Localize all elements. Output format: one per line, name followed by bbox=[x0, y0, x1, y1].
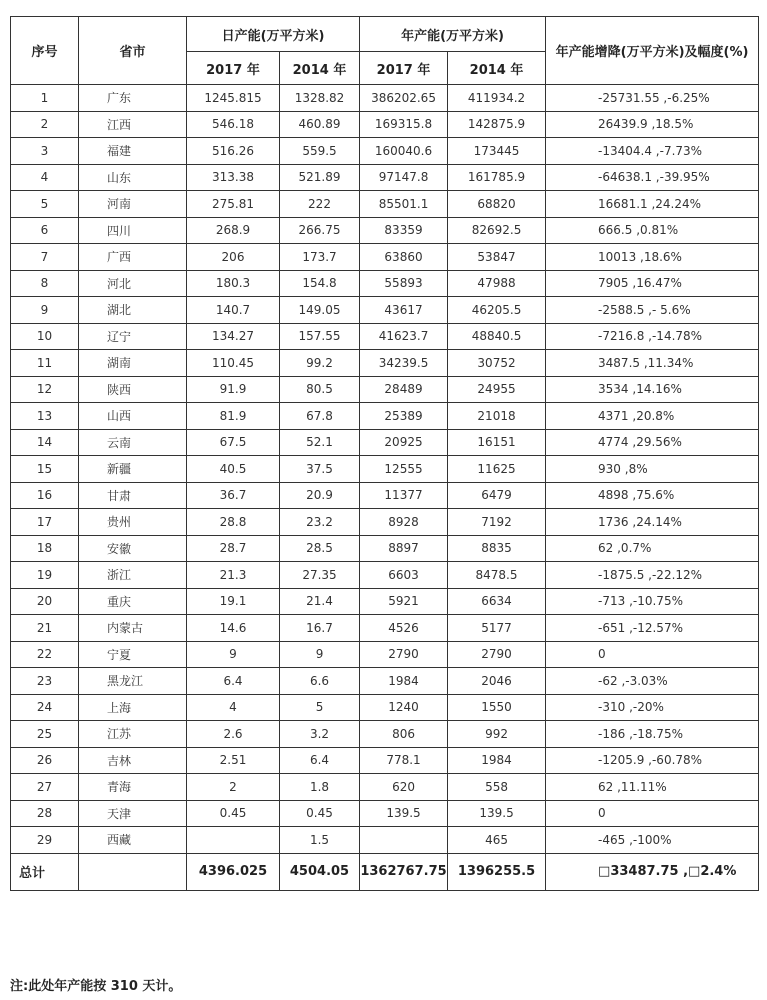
cell-daily-2017: 19.1 bbox=[187, 588, 280, 615]
cell-daily-2014: 21.4 bbox=[280, 588, 360, 615]
header-annual-2017: 2017 年 bbox=[360, 52, 448, 85]
cell-annual-2017: 8928 bbox=[360, 509, 448, 536]
cell-annual-2014: 173445 bbox=[448, 138, 546, 165]
cell-annual-2017: 1240 bbox=[360, 694, 448, 721]
table-row bbox=[11, 323, 759, 350]
cell-province: 河北 bbox=[79, 270, 187, 297]
header-daily-capacity: 日产能(万平方米) bbox=[187, 17, 360, 52]
cell-change: -1875.5 ,-22.12% bbox=[546, 562, 759, 589]
table-row bbox=[11, 85, 759, 112]
cell-daily-2014: 9 bbox=[280, 641, 360, 668]
cell-daily-2017: 313.38 bbox=[187, 164, 280, 191]
cell-daily-2014: 6.6 bbox=[280, 668, 360, 695]
table-row bbox=[11, 774, 759, 801]
cell-province: 河南 bbox=[79, 191, 187, 218]
table-row bbox=[11, 191, 759, 218]
cell-annual-2014: 161785.9 bbox=[448, 164, 546, 191]
cell-annual-2014: 82692.5 bbox=[448, 217, 546, 244]
cell-annual-2014: 7192 bbox=[448, 509, 546, 536]
cell-daily-2017: 81.9 bbox=[187, 403, 280, 430]
cell-annual-2017: 4526 bbox=[360, 615, 448, 642]
cell-daily-2014: 1328.82 bbox=[280, 85, 360, 112]
table-row bbox=[11, 244, 759, 271]
cell-daily-2017: 134.27 bbox=[187, 323, 280, 350]
cell-seq: 3 bbox=[11, 138, 79, 165]
cell-province: 黑龙江 bbox=[79, 668, 187, 695]
cell-seq: 15 bbox=[11, 456, 79, 483]
cell-daily-2017: 67.5 bbox=[187, 429, 280, 456]
cell-province: 青海 bbox=[79, 774, 187, 801]
cell-province: 江西 bbox=[79, 111, 187, 138]
cell-daily-2017: 40.5 bbox=[187, 456, 280, 483]
cell-daily-2017: 516.26 bbox=[187, 138, 280, 165]
table-row bbox=[11, 456, 759, 483]
cell-change: -13404.4 ,-7.73% bbox=[546, 138, 759, 165]
table-row bbox=[11, 509, 759, 536]
cell-province: 福建 bbox=[79, 138, 187, 165]
cell-annual-2017: 386202.65 bbox=[360, 85, 448, 112]
cell-province: 内蒙古 bbox=[79, 615, 187, 642]
cell-daily-2014: 99.2 bbox=[280, 350, 360, 377]
cell-annual-2017: 20925 bbox=[360, 429, 448, 456]
total-row bbox=[11, 853, 759, 890]
total-annual-2017: 1362767.75 bbox=[360, 853, 448, 890]
cell-seq: 28 bbox=[11, 800, 79, 827]
cell-daily-2017: 110.45 bbox=[187, 350, 280, 377]
cell-annual-2014: 142875.9 bbox=[448, 111, 546, 138]
cell-annual-2017: 11377 bbox=[360, 482, 448, 509]
cell-province: 西藏 bbox=[79, 827, 187, 854]
cell-change: 16681.1 ,24.24% bbox=[546, 191, 759, 218]
header-change: 年产能增降(万平方米)及幅度(%) bbox=[546, 17, 759, 85]
cell-province: 山西 bbox=[79, 403, 187, 430]
table-row bbox=[11, 694, 759, 721]
cell-change: 4371 ,20.8% bbox=[546, 403, 759, 430]
cell-annual-2014: 139.5 bbox=[448, 800, 546, 827]
cell-annual-2014: 8835 bbox=[448, 535, 546, 562]
cell-change: -7216.8 ,-14.78% bbox=[546, 323, 759, 350]
cell-daily-2017: 28.7 bbox=[187, 535, 280, 562]
table-row bbox=[11, 535, 759, 562]
cell-province: 江苏 bbox=[79, 721, 187, 748]
cell-seq: 16 bbox=[11, 482, 79, 509]
cell-seq: 25 bbox=[11, 721, 79, 748]
table-row bbox=[11, 588, 759, 615]
cell-province: 四川 bbox=[79, 217, 187, 244]
cell-province: 上海 bbox=[79, 694, 187, 721]
footnote: 注:此处年产能按 310 天计。 bbox=[10, 979, 182, 994]
cell-annual-2014: 30752 bbox=[448, 350, 546, 377]
table-row bbox=[11, 138, 759, 165]
cell-seq: 2 bbox=[11, 111, 79, 138]
cell-seq: 10 bbox=[11, 323, 79, 350]
table-row bbox=[11, 562, 759, 589]
cell-seq: 23 bbox=[11, 668, 79, 695]
cell-daily-2017: 6.4 bbox=[187, 668, 280, 695]
cell-annual-2014: 6634 bbox=[448, 588, 546, 615]
total-change: □33487.75 ,□2.4% bbox=[546, 853, 759, 890]
cell-daily-2017: 140.7 bbox=[187, 297, 280, 324]
cell-daily-2017: 1245.815 bbox=[187, 85, 280, 112]
cell-annual-2017: 5921 bbox=[360, 588, 448, 615]
header-daily-2014: 2014 年 bbox=[280, 52, 360, 85]
cell-daily-2017: 2.51 bbox=[187, 747, 280, 774]
cell-change: -713 ,-10.75% bbox=[546, 588, 759, 615]
cell-change: 3487.5 ,11.34% bbox=[546, 350, 759, 377]
cell-seq: 24 bbox=[11, 694, 79, 721]
cell-daily-2017: 21.3 bbox=[187, 562, 280, 589]
cell-annual-2014: 465 bbox=[448, 827, 546, 854]
cell-seq: 21 bbox=[11, 615, 79, 642]
cell-seq: 5 bbox=[11, 191, 79, 218]
table-row bbox=[11, 217, 759, 244]
cell-daily-2014: 266.75 bbox=[280, 217, 360, 244]
cell-annual-2014: 5177 bbox=[448, 615, 546, 642]
cell-change: -186 ,-18.75% bbox=[546, 721, 759, 748]
cell-seq: 1 bbox=[11, 85, 79, 112]
cell-seq: 11 bbox=[11, 350, 79, 377]
cell-daily-2014: 6.4 bbox=[280, 747, 360, 774]
cell-change: -465 ,-100% bbox=[546, 827, 759, 854]
cell-province: 重庆 bbox=[79, 588, 187, 615]
cell-daily-2014: 460.89 bbox=[280, 111, 360, 138]
cell-daily-2017: 2 bbox=[187, 774, 280, 801]
cell-annual-2017: 169315.8 bbox=[360, 111, 448, 138]
cell-province: 宁夏 bbox=[79, 641, 187, 668]
cell-seq: 14 bbox=[11, 429, 79, 456]
cell-annual-2014: 48840.5 bbox=[448, 323, 546, 350]
header-province: 省市 bbox=[79, 17, 187, 85]
cell-daily-2014: 173.7 bbox=[280, 244, 360, 271]
table-row bbox=[11, 641, 759, 668]
cell-daily-2014: 52.1 bbox=[280, 429, 360, 456]
cell-seq: 7 bbox=[11, 244, 79, 271]
cell-daily-2017: 14.6 bbox=[187, 615, 280, 642]
cell-seq: 4 bbox=[11, 164, 79, 191]
cell-annual-2014: 411934.2 bbox=[448, 85, 546, 112]
cell-province: 广东 bbox=[79, 85, 187, 112]
total-daily-2014: 4504.05 bbox=[280, 853, 360, 890]
cell-daily-2017: 546.18 bbox=[187, 111, 280, 138]
cell-change: -1205.9 ,-60.78% bbox=[546, 747, 759, 774]
cell-annual-2014: 47988 bbox=[448, 270, 546, 297]
cell-daily-2017: 268.9 bbox=[187, 217, 280, 244]
cell-annual-2014: 2790 bbox=[448, 641, 546, 668]
cell-daily-2017: 9 bbox=[187, 641, 280, 668]
cell-annual-2017: 620 bbox=[360, 774, 448, 801]
total-annual-2014: 1396255.5 bbox=[448, 853, 546, 890]
cell-daily-2017 bbox=[187, 827, 280, 854]
cell-province: 甘肃 bbox=[79, 482, 187, 509]
cell-seq: 17 bbox=[11, 509, 79, 536]
cell-annual-2014: 558 bbox=[448, 774, 546, 801]
cell-daily-2014: 0.45 bbox=[280, 800, 360, 827]
cell-annual-2014: 6479 bbox=[448, 482, 546, 509]
cell-daily-2014: 20.9 bbox=[280, 482, 360, 509]
cell-province: 贵州 bbox=[79, 509, 187, 536]
cell-daily-2017: 0.45 bbox=[187, 800, 280, 827]
cell-annual-2014: 11625 bbox=[448, 456, 546, 483]
cell-annual-2017: 12555 bbox=[360, 456, 448, 483]
cell-annual-2017: 85501.1 bbox=[360, 191, 448, 218]
cell-annual-2014: 21018 bbox=[448, 403, 546, 430]
cell-daily-2014: 559.5 bbox=[280, 138, 360, 165]
cell-annual-2017: 806 bbox=[360, 721, 448, 748]
cell-daily-2014: 67.8 bbox=[280, 403, 360, 430]
cell-daily-2014: 5 bbox=[280, 694, 360, 721]
cell-daily-2014: 27.35 bbox=[280, 562, 360, 589]
cell-annual-2017: 2790 bbox=[360, 641, 448, 668]
cell-seq: 19 bbox=[11, 562, 79, 589]
cell-change: 4774 ,29.56% bbox=[546, 429, 759, 456]
cell-change: -64638.1 ,-39.95% bbox=[546, 164, 759, 191]
table-row bbox=[11, 350, 759, 377]
table-row bbox=[11, 297, 759, 324]
cell-change: -62 ,-3.03% bbox=[546, 668, 759, 695]
cell-annual-2017: 55893 bbox=[360, 270, 448, 297]
cell-annual-2014: 1984 bbox=[448, 747, 546, 774]
capacity-table bbox=[10, 16, 759, 891]
cell-change: -310 ,-20% bbox=[546, 694, 759, 721]
cell-province: 安徽 bbox=[79, 535, 187, 562]
cell-seq: 18 bbox=[11, 535, 79, 562]
cell-daily-2017: 91.9 bbox=[187, 376, 280, 403]
header-annual-2014: 2014 年 bbox=[448, 52, 546, 85]
cell-annual-2017: 1984 bbox=[360, 668, 448, 695]
cell-change: -651 ,-12.57% bbox=[546, 615, 759, 642]
cell-province: 湖北 bbox=[79, 297, 187, 324]
cell-daily-2017: 206 bbox=[187, 244, 280, 271]
cell-daily-2014: 16.7 bbox=[280, 615, 360, 642]
cell-seq: 29 bbox=[11, 827, 79, 854]
cell-change: 4898 ,75.6% bbox=[546, 482, 759, 509]
cell-daily-2017: 180.3 bbox=[187, 270, 280, 297]
cell-seq: 12 bbox=[11, 376, 79, 403]
cell-annual-2017: 160040.6 bbox=[360, 138, 448, 165]
cell-change: 666.5 ,0.81% bbox=[546, 217, 759, 244]
cell-annual-2017: 63860 bbox=[360, 244, 448, 271]
cell-province: 山东 bbox=[79, 164, 187, 191]
cell-change: 930 ,8% bbox=[546, 456, 759, 483]
cell-change: 62 ,11.11% bbox=[546, 774, 759, 801]
cell-province: 广西 bbox=[79, 244, 187, 271]
table-row bbox=[11, 164, 759, 191]
cell-daily-2017: 4 bbox=[187, 694, 280, 721]
cell-annual-2014: 2046 bbox=[448, 668, 546, 695]
cell-annual-2014: 8478.5 bbox=[448, 562, 546, 589]
cell-seq: 22 bbox=[11, 641, 79, 668]
total-label: 总计 bbox=[11, 853, 79, 890]
cell-daily-2014: 154.8 bbox=[280, 270, 360, 297]
cell-annual-2014: 68820 bbox=[448, 191, 546, 218]
table-row bbox=[11, 270, 759, 297]
cell-change: -2588.5 ,- 5.6% bbox=[546, 297, 759, 324]
cell-annual-2017: 8897 bbox=[360, 535, 448, 562]
total-province-cell bbox=[79, 853, 187, 890]
cell-annual-2017: 83359 bbox=[360, 217, 448, 244]
table-row bbox=[11, 721, 759, 748]
cell-province: 新疆 bbox=[79, 456, 187, 483]
cell-daily-2014: 23.2 bbox=[280, 509, 360, 536]
cell-change: 3534 ,14.16% bbox=[546, 376, 759, 403]
cell-annual-2014: 46205.5 bbox=[448, 297, 546, 324]
cell-daily-2014: 3.2 bbox=[280, 721, 360, 748]
cell-seq: 8 bbox=[11, 270, 79, 297]
cell-province: 天津 bbox=[79, 800, 187, 827]
table-row bbox=[11, 376, 759, 403]
cell-daily-2014: 1.8 bbox=[280, 774, 360, 801]
cell-change: 1736 ,24.14% bbox=[546, 509, 759, 536]
cell-daily-2014: 1.5 bbox=[280, 827, 360, 854]
cell-daily-2014: 80.5 bbox=[280, 376, 360, 403]
cell-seq: 6 bbox=[11, 217, 79, 244]
table-row bbox=[11, 747, 759, 774]
cell-change: 62 ,0.7% bbox=[546, 535, 759, 562]
cell-seq: 13 bbox=[11, 403, 79, 430]
cell-daily-2017: 36.7 bbox=[187, 482, 280, 509]
cell-change: 7905 ,16.47% bbox=[546, 270, 759, 297]
cell-annual-2017: 43617 bbox=[360, 297, 448, 324]
cell-daily-2014: 149.05 bbox=[280, 297, 360, 324]
table-row bbox=[11, 403, 759, 430]
cell-annual-2014: 1550 bbox=[448, 694, 546, 721]
cell-seq: 26 bbox=[11, 747, 79, 774]
cell-daily-2014: 521.89 bbox=[280, 164, 360, 191]
cell-province: 云南 bbox=[79, 429, 187, 456]
cell-daily-2014: 157.55 bbox=[280, 323, 360, 350]
cell-daily-2017: 275.81 bbox=[187, 191, 280, 218]
cell-annual-2014: 24955 bbox=[448, 376, 546, 403]
cell-annual-2017: 41623.7 bbox=[360, 323, 448, 350]
cell-annual-2017 bbox=[360, 827, 448, 854]
table-row bbox=[11, 800, 759, 827]
total-daily-2017: 4396.025 bbox=[187, 853, 280, 890]
cell-change: 26439.9 ,18.5% bbox=[546, 111, 759, 138]
cell-annual-2017: 778.1 bbox=[360, 747, 448, 774]
cell-annual-2017: 97147.8 bbox=[360, 164, 448, 191]
cell-province: 辽宁 bbox=[79, 323, 187, 350]
table-row bbox=[11, 111, 759, 138]
cell-seq: 27 bbox=[11, 774, 79, 801]
cell-province: 吉林 bbox=[79, 747, 187, 774]
cell-annual-2017: 139.5 bbox=[360, 800, 448, 827]
cell-annual-2017: 6603 bbox=[360, 562, 448, 589]
cell-seq: 20 bbox=[11, 588, 79, 615]
cell-annual-2014: 992 bbox=[448, 721, 546, 748]
cell-annual-2017: 25389 bbox=[360, 403, 448, 430]
table-row bbox=[11, 827, 759, 854]
cell-province: 湖南 bbox=[79, 350, 187, 377]
table-row bbox=[11, 429, 759, 456]
cell-annual-2017: 28489 bbox=[360, 376, 448, 403]
cell-change: 10013 ,18.6% bbox=[546, 244, 759, 271]
cell-change: -25731.55 ,-6.25% bbox=[546, 85, 759, 112]
cell-daily-2014: 28.5 bbox=[280, 535, 360, 562]
cell-annual-2014: 16151 bbox=[448, 429, 546, 456]
cell-daily-2017: 2.6 bbox=[187, 721, 280, 748]
cell-annual-2014: 53847 bbox=[448, 244, 546, 271]
header-daily-2017: 2017 年 bbox=[187, 52, 280, 85]
header-annual-capacity: 年产能(万平方米) bbox=[360, 17, 546, 52]
header-seq: 序号 bbox=[11, 17, 79, 85]
table-row bbox=[11, 482, 759, 509]
cell-province: 陕西 bbox=[79, 376, 187, 403]
cell-change: 0 bbox=[546, 641, 759, 668]
cell-daily-2014: 222 bbox=[280, 191, 360, 218]
table-row bbox=[11, 615, 759, 642]
cell-seq: 9 bbox=[11, 297, 79, 324]
table-row bbox=[11, 668, 759, 695]
cell-daily-2014: 37.5 bbox=[280, 456, 360, 483]
cell-province: 浙江 bbox=[79, 562, 187, 589]
cell-change: 0 bbox=[546, 800, 759, 827]
cell-daily-2017: 28.8 bbox=[187, 509, 280, 536]
cell-annual-2017: 34239.5 bbox=[360, 350, 448, 377]
